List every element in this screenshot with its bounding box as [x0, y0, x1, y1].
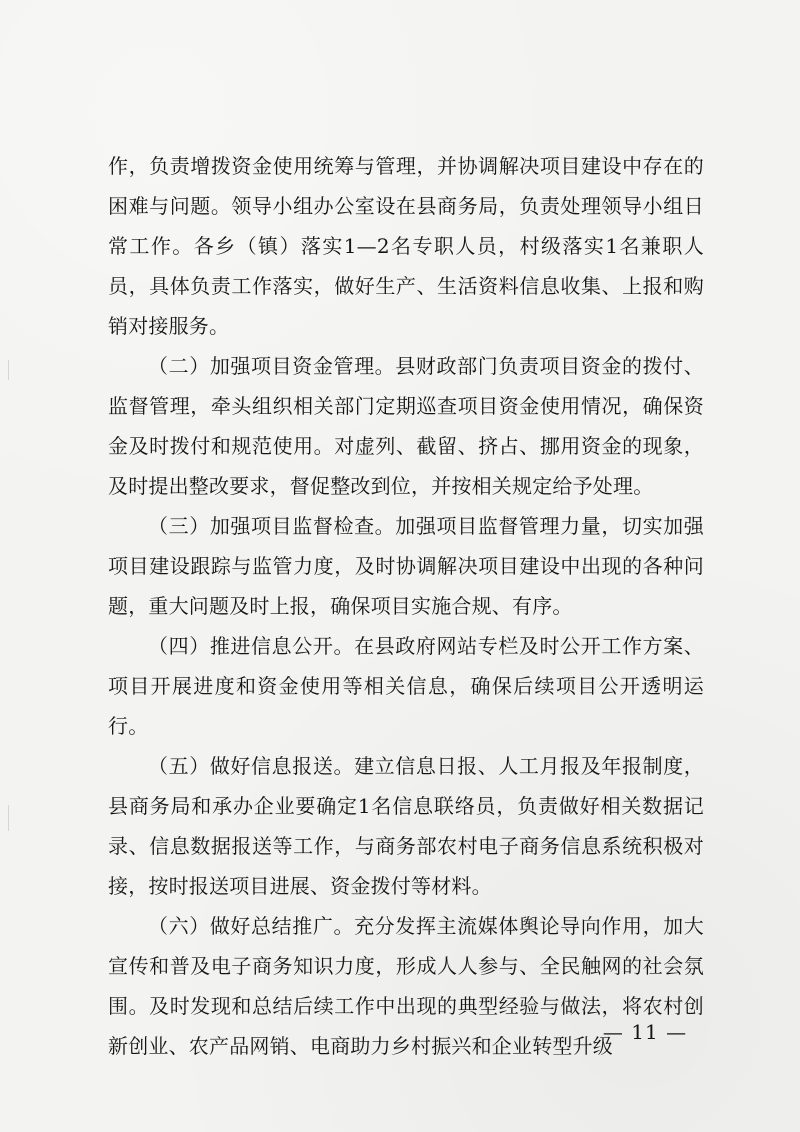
body-paragraph-information-disclosure: （四）推进信息公开。在县政府网站专栏及时公开工作方案、项目开展进度和资金使用等相关信息，确保后续项目公开透明运行。 [108, 634, 704, 738]
scan-mark [8, 805, 9, 831]
scan-mark [8, 360, 9, 380]
body-paragraph-project-inspection: （三）加强项目监督检查。加强项目监督管理力量，切实加强项目建设跟踪与监管力度，及时协调解决项目建设中出现的各种问题，重大问题及时上报，确保项目实施合规、有序。 [108, 514, 704, 618]
document-body [108, 146, 704, 1066]
body-paragraph-information-reporting: （五）做好信息报送。建立信息日报、人工月报及年报制度，县商务局和承办企业要确定1名信息联络员，负责做好相关数据记录、信息数据报送等工作，与商务部农村电子商务信息系统积极对接，按时报送项目进展、资金拨付等材料。 [108, 754, 704, 898]
body-paragraph-continuation: 作，负责增拨资金使用统筹与管理，并协调解决项目建设中存在的困难与问题。领导小组办公室设在县商务局，负责处理领导小组日常工作。各乡（镇）落实1—2名专职人员，村级落实1名兼职人员，具体负责工作落实，做好生产、生活资料信息收集、上报和购销对接服务。 [108, 154, 704, 338]
page-number: — 11 — [602, 1020, 688, 1044]
body-paragraph-summary-promotion: （六）做好总结推广。充分发挥主流媒体舆论导向作用，加大宣传和普及电子商务知识力度，形成人人参与、全民触网的社会氛围。及时发现和总结后续工作中出现的典型经验与做法，将农村创新创业、农产品网销、电商助力乡村振兴和企业转型升级 [108, 914, 704, 1058]
body-paragraph-funds-management: （二）加强项目资金管理。县财政部门负责项目资金的拨付、监督管理，牵头组织相关部门定期巡查项目资金使用情况，确保资金及时拨付和规范使用。对虚列、截留、挤占、挪用资金的现象，及时提出整改要求，督促整改到位，并按相关规定给予处理。 [108, 354, 704, 498]
